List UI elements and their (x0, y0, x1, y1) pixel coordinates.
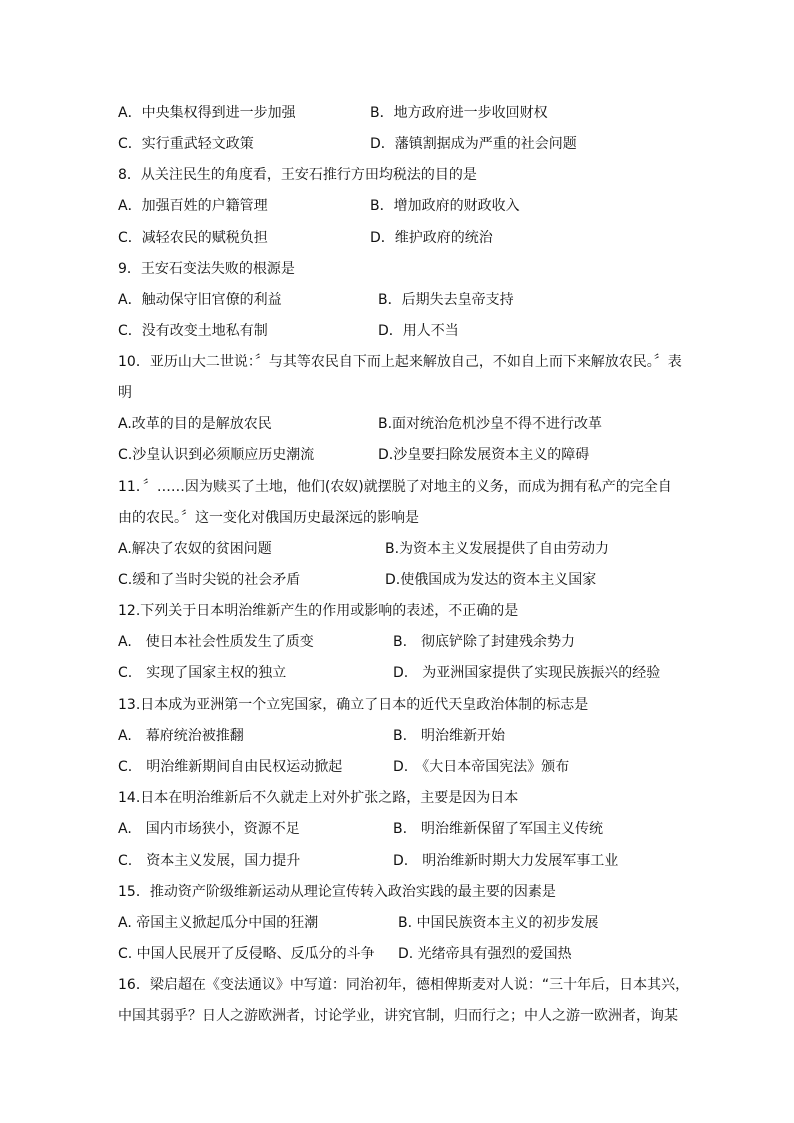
question-15: 15．推动资产阶级维新运动从理论宣传转入政治实践的最主要的因素是 (118, 884, 556, 900)
option-a: A．加强百姓的户籍管理 (118, 198, 268, 214)
question-10: 10．亚历山大二世说：〞与其等农民自下而上起来解放自己，不如自上而下来解放农民。〞表 (118, 354, 682, 370)
question-16: 16．梁启超在《变法通议》中写道：同治初年，德相俾斯麦对人说：“三十年后，日本其兴， (118, 977, 690, 993)
option-d: D．维护政府的统治 (370, 230, 493, 246)
option-b: B.面对统治危机沙皇不得不进行改革 (378, 416, 603, 432)
option-a: A．中央集权得到进一步加强 (118, 105, 296, 121)
option-row (118, 539, 272, 559)
option-c: C. 实现了国家主权的独立 (118, 665, 287, 681)
option-row (118, 944, 375, 964)
option-d: D. 明治维新时期大力发展军事工业 (393, 853, 619, 869)
question-11-cont: 由的农民。〞这一变化对俄国历史最深远的影响是 (118, 510, 419, 526)
question-10-cont: 明 (118, 385, 132, 401)
option-c: C. 资本主义发展，国力提升 (118, 853, 301, 869)
option-c: C. 明治维新期间自由民权运动掀起 (118, 759, 343, 775)
option-b: B. 彻底铲除了封建残余势力 (393, 634, 576, 650)
option-a: A.改革的目的是解放农民 (118, 416, 272, 432)
option-b: B. 明治维新保留了军国主义传统 (393, 821, 604, 837)
option-b: B.为资本主义发展提供了自由劳动力 (385, 541, 610, 557)
option-a: A.解决了农奴的贫困问题 (118, 541, 272, 557)
option-row (118, 134, 254, 154)
option-row (118, 196, 268, 216)
option-a: A. 幕府统治被推翻 (118, 728, 244, 744)
option-row (118, 757, 342, 777)
question-13: 13.日本成为亚洲第一个立宪国家，确立了日本的近代天皇政治体制的标志是 (118, 697, 589, 713)
option-a: A. 帝国主义掀起瓜分中国的狂潮 (118, 915, 319, 931)
option-c: C.沙皇认识到必须顺应历史潮流 (118, 447, 315, 463)
option-b: B．增加政府的财政收入 (370, 198, 520, 214)
option-d: D. 《大日本帝国宪法》颁布 (393, 759, 570, 775)
question-12: 12.下列关于日本明治维新产生的作用或影响的表述，不正确的是 (118, 603, 519, 619)
option-b: B. 中国民族资本主义的初步发展 (398, 915, 599, 931)
option-d: D.使俄国成为发达的资本主义国家 (385, 572, 597, 588)
option-row (118, 913, 318, 933)
question-16-cont: 中国其弱乎？日人之游欧洲者，讨论学业，讲究官制，归而行之；中人之游一欧洲者，询某 (118, 1008, 678, 1024)
option-b: B．后期失去皇帝支持 (378, 292, 514, 308)
question-11: 11．〞……因为赎买了土地，他们(农奴)就摆脱了对地主的义务，而成为拥有私产的完全自 (118, 479, 672, 495)
option-row (118, 726, 244, 746)
option-b: B. 明治维新开始 (393, 728, 506, 744)
option-c: C．没有改变土地私有制 (118, 323, 268, 339)
option-row (118, 228, 268, 248)
option-row (118, 663, 286, 683)
question-9: 9．王安石变法失败的根源是 (118, 261, 295, 277)
option-row (118, 632, 314, 652)
question-14: 14.日本在明治维新后不久就走上对外扩张之路，主要是因为日本 (118, 790, 519, 806)
option-a: A. 国内市场狭小，资源不足 (118, 821, 300, 837)
question-8: 8．从关注民生的角度看，王安石推行方田均税法的目的是 (118, 167, 477, 183)
option-c: C.缓和了当时尖锐的社会矛盾 (118, 572, 301, 588)
option-row (118, 414, 272, 434)
option-c: C．实行重武轻文政策 (118, 136, 254, 152)
option-d: D.沙皇要扫除发展资本主义的障碍 (378, 447, 590, 463)
option-a: A. 使日本社会性质发生了质变 (118, 634, 314, 650)
option-row (118, 819, 300, 839)
option-row (118, 290, 282, 310)
option-d: D. 光绪帝具有强烈的爱国热 (398, 946, 572, 962)
option-d: D．用人不当 (378, 323, 459, 339)
option-row (118, 851, 300, 871)
option-c: C．减轻农民的赋税负担 (118, 230, 268, 246)
option-row (118, 570, 300, 590)
option-a: A．触动保守旧官僚的利益 (118, 292, 282, 308)
option-c: C. 中国人民展开了反侵略、反瓜分的斗争 (118, 946, 375, 962)
option-d: D. 为亚洲国家提供了实现民族振兴的经验 (393, 665, 661, 681)
option-row (118, 321, 268, 341)
option-row (118, 445, 314, 465)
option-b: B．地方政府进一步收回财权 (370, 105, 548, 121)
option-row (118, 103, 296, 123)
option-d: D．藩镇割据成为严重的社会问题 (370, 136, 577, 152)
